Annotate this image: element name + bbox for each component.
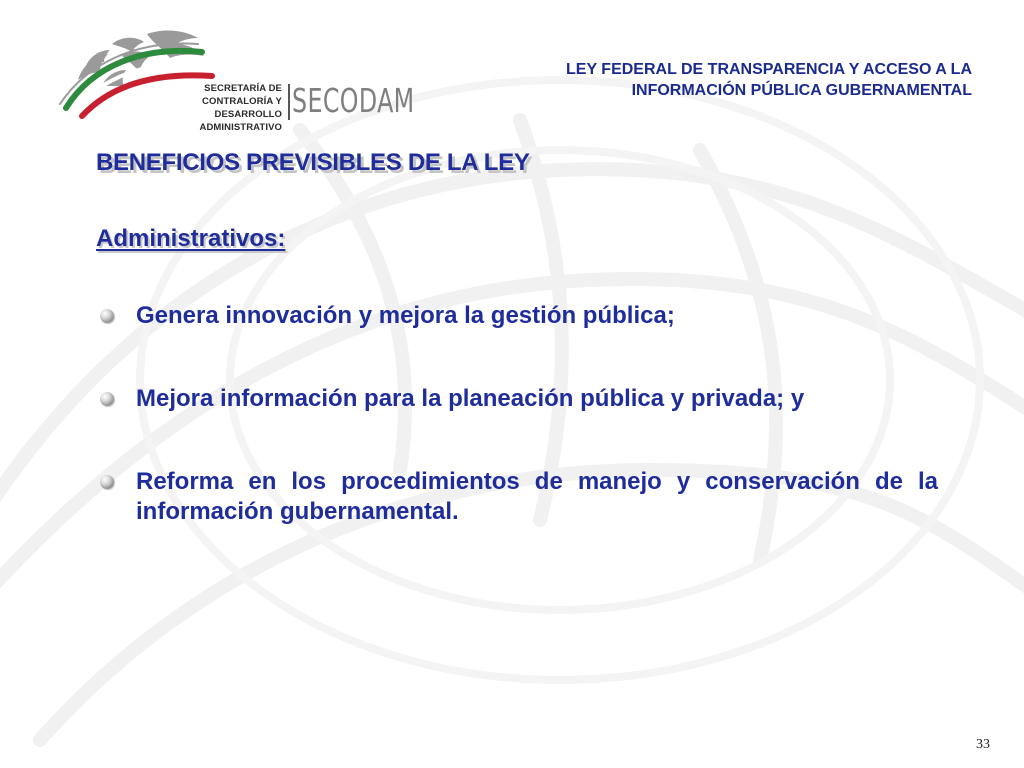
secodam-logo xyxy=(52,26,415,133)
law-title-line: LEY FEDERAL DE TRANSPARENCIA Y ACCESO A LA xyxy=(566,61,972,78)
subheading: Administrativos: xyxy=(96,225,286,252)
bullet-text: Mejora información para la planeación pública y privada; y xyxy=(136,385,805,412)
law-title-line: INFORMACIÓN PÚBLICA GUBERNAMENTAL xyxy=(631,82,972,99)
department-line: SECRETARÍA DE xyxy=(204,83,282,94)
section-title: BENEFICIOS PREVISIBLES DE LA LEY xyxy=(96,149,530,176)
department-line: CONTRALORÍA Y DESARROLLO xyxy=(202,96,282,120)
sphere-bullet-icon xyxy=(100,392,114,406)
logo-divider xyxy=(288,84,290,120)
bullet-text: Reforma en los procedimientos de manejo y conservación de la información gubernamental. xyxy=(136,468,938,525)
bullet-item xyxy=(96,467,938,527)
bullet-list xyxy=(96,301,938,527)
sphere-bullet-icon xyxy=(100,475,114,489)
department-line: ADMINISTRATIVO xyxy=(199,122,282,133)
page-number: 33 xyxy=(976,737,990,752)
department-name xyxy=(140,82,282,134)
bullet-text: Genera innovación y mejora la gestión pública; xyxy=(136,302,675,329)
sphere-bullet-icon xyxy=(100,309,114,323)
agency-acronym: SECODAM xyxy=(292,81,415,120)
bullet-item xyxy=(96,384,938,414)
bullet-item xyxy=(96,301,938,331)
law-title xyxy=(412,59,972,101)
